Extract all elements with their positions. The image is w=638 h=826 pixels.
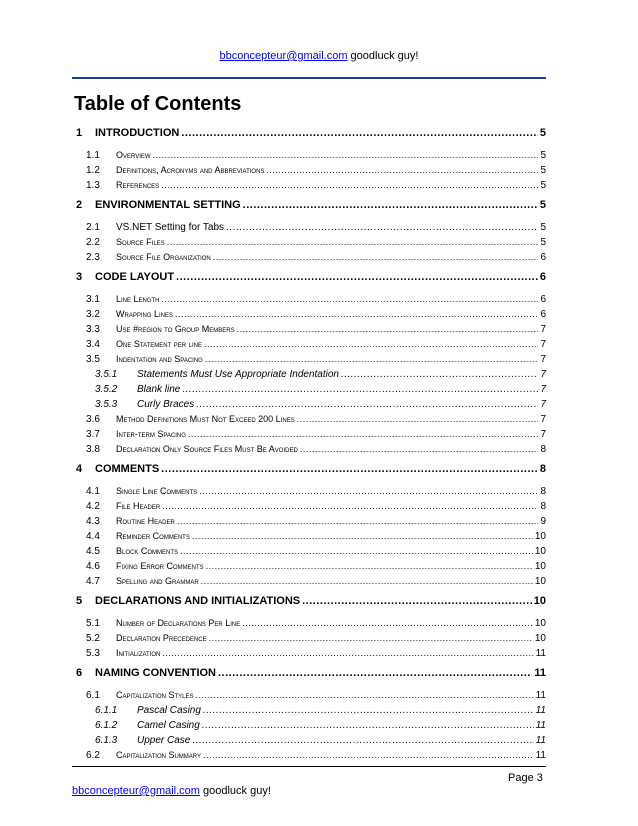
toc-entry-page: 5: [539, 199, 546, 211]
toc-leader-dots: [192, 735, 533, 746]
toc-entry-3-3[interactable]: [76, 324, 546, 339]
toc-entry-page: 5: [540, 237, 546, 248]
header-email-link[interactable]: bbconcepteur@gmail.com: [219, 50, 348, 62]
toc-entry-number: 3.5.2: [95, 384, 118, 395]
toc-entry-3-6[interactable]: [76, 414, 546, 429]
page-title: Table of Contents: [74, 93, 242, 115]
toc-entry-page: 8: [540, 486, 546, 497]
toc-leader-dots: [192, 531, 533, 541]
toc-entry-3-5[interactable]: [76, 354, 546, 369]
toc-entry-page: 10: [534, 561, 546, 572]
toc-entry-6-1[interactable]: [76, 690, 546, 705]
toc-leader-dots: [266, 165, 538, 175]
toc-entry-number: 1.1: [86, 150, 100, 161]
page-header: [0, 50, 638, 62]
toc-entry-page: 6: [540, 252, 546, 263]
toc-entry-number: 4.3: [86, 516, 100, 527]
toc-entry-2-1[interactable]: [76, 222, 546, 237]
toc-leader-dots: [242, 618, 533, 628]
toc-entry-page: 7: [540, 429, 546, 440]
toc-leader-dots: [209, 633, 533, 643]
toc-entry-3-4[interactable]: [76, 339, 546, 354]
toc-leader-dots: [188, 429, 539, 439]
toc-entry-6-1-1[interactable]: [76, 705, 546, 720]
toc-entry-label: Curly Braces: [137, 399, 195, 410]
toc-entry-page: 10: [534, 576, 546, 587]
toc-entry-3-5-3[interactable]: [76, 399, 546, 414]
toc-entry-number: 2.3: [86, 252, 100, 263]
toc-entry-label: Pascal Casing: [137, 705, 201, 716]
toc-entry-page: 10: [534, 618, 546, 629]
toc-entry-page: 11: [535, 705, 546, 716]
toc-entry-page: 11: [534, 667, 546, 679]
toc-entry-number: 2: [76, 199, 83, 211]
toc-entry-4-7[interactable]: [76, 576, 546, 591]
toc-entry-number: 3.8: [86, 444, 100, 455]
toc-entry-6-2[interactable]: [76, 750, 546, 765]
toc-entry-2[interactable]: [76, 199, 546, 218]
toc-entry-page: 6: [539, 271, 546, 283]
toc-leader-dots: [167, 237, 539, 247]
toc-entry-label: Capitalization Styles: [116, 690, 194, 700]
toc-entry-label: Source Files: [116, 237, 165, 247]
toc-entry-page: 7: [540, 369, 546, 380]
toc-entry-label: Line Length: [116, 294, 160, 304]
toc-entry-page: 5: [539, 127, 546, 139]
toc-entry-label: Blank line: [137, 384, 181, 395]
toc-entry-page: 8: [540, 444, 546, 455]
toc-entry-number: 6: [76, 667, 83, 679]
toc-entry-3-2[interactable]: [76, 309, 546, 324]
toc-leader-dots: [175, 309, 538, 319]
toc-entry-label: Camel Casing: [137, 720, 200, 731]
toc-entry-label: Number of Declarations Per Line: [116, 618, 241, 628]
toc-leader-dots: [162, 648, 533, 658]
toc-entry-3-7[interactable]: [76, 429, 546, 444]
footer-text: goodluck guy!: [199, 785, 271, 797]
toc-entry-label: ENVIRONMENTAL SETTING: [95, 199, 241, 211]
toc-leader-dots: [213, 252, 539, 262]
toc-entry-label: Initialization: [116, 648, 161, 658]
toc-entry-page: 7: [540, 339, 546, 350]
toc-entry-page: 5: [540, 222, 546, 233]
toc-entry-page: 11: [535, 735, 546, 746]
toc-leader-dots: [206, 561, 533, 571]
toc-entry-label: NAMING CONVENTION: [95, 667, 216, 679]
toc-entry-3-5-2[interactable]: [76, 384, 546, 399]
toc-entry-label: References: [116, 180, 160, 190]
toc-entry-label: Declaration Precedence: [116, 633, 207, 643]
toc-entry-page: 7: [540, 384, 546, 395]
toc-entry-1-1[interactable]: [76, 150, 546, 165]
toc-entry-4-1[interactable]: [76, 486, 546, 501]
page-footer: [72, 785, 271, 797]
toc-entry-page: 10: [534, 633, 546, 644]
toc-leader-dots: [205, 354, 539, 364]
toc-leader-dots: [202, 720, 534, 731]
toc-entry-label: Spelling and Grammar: [116, 576, 199, 586]
toc-entry-number: 5.2: [86, 633, 100, 644]
toc-entry-label: Fixing Error Comments: [116, 561, 204, 571]
toc-entry-number: 5: [76, 595, 83, 607]
toc-leader-dots: [218, 667, 532, 679]
toc-entry-label: Overview: [116, 150, 151, 160]
toc-leader-dots: [180, 546, 533, 556]
toc-entry-5[interactable]: [76, 595, 546, 614]
toc-entry-number: 3.5.1: [95, 369, 118, 380]
toc-leader-dots: [161, 180, 538, 190]
toc-entry-3[interactable]: [76, 271, 546, 290]
toc-entry-number: 4.6: [86, 561, 100, 572]
toc-entry-label: Statements Must Use Appropriate Indentation: [137, 369, 339, 380]
toc-entry-3-1[interactable]: [76, 294, 546, 309]
toc-entry-4-2[interactable]: [76, 501, 546, 516]
toc-entry-label: DECLARATIONS AND INITIALIZATIONS: [95, 595, 301, 607]
toc-entry-page: 11: [535, 750, 546, 761]
toc-leader-dots: [302, 595, 532, 607]
toc-leader-dots: [162, 294, 539, 304]
toc-entry-page: 11: [535, 648, 546, 659]
toc-entry-number: 5.1: [86, 618, 100, 629]
toc-entry-1-2[interactable]: [76, 165, 546, 180]
toc-entry-label: Use #region to Group Members: [116, 324, 235, 334]
toc-leader-dots: [243, 199, 538, 211]
toc-entry-5-1[interactable]: [76, 618, 546, 633]
toc-entry-number: 3.4: [86, 339, 100, 350]
toc-entry-4-3[interactable]: [76, 516, 546, 531]
toc-entry-4-4[interactable]: [76, 531, 546, 546]
toc-entry-label: Source File Organization: [116, 252, 211, 262]
toc-entry-number: 2.2: [86, 237, 100, 248]
toc-entry-page: 5: [540, 150, 546, 161]
toc-entry-label: Upper Case: [137, 735, 191, 746]
toc-leader-dots: [162, 501, 538, 511]
toc-entry-page: 7: [540, 399, 546, 410]
toc-leader-dots: [153, 150, 539, 160]
toc-entry-page: 11: [535, 690, 546, 701]
toc-entry-number: 4.1: [86, 486, 100, 497]
toc-leader-dots: [297, 414, 539, 424]
toc-leader-dots: [341, 369, 538, 380]
toc-entry-label: Wrapping Lines: [116, 309, 174, 319]
toc-entry-number: 5.3: [86, 648, 100, 659]
toc-entry-3-5-1[interactable]: [76, 369, 546, 384]
toc-entry-number: 1.3: [86, 180, 100, 191]
toc-entry-number: 6.1.2: [95, 720, 118, 731]
toc-leader-dots: [237, 324, 539, 334]
toc-entry-page: 8: [540, 501, 546, 512]
toc-entry-number: 3.3: [86, 324, 100, 335]
toc-leader-dots: [181, 127, 538, 139]
header-text: goodluck guy!: [347, 50, 419, 62]
toc-entry-label: COMMENTS: [95, 463, 160, 475]
toc-entry-number: 6.1.3: [95, 735, 118, 746]
toc-entry-number: 3.5.3: [95, 399, 118, 410]
header-divider: [72, 77, 546, 79]
toc-entry-label: Inter-term Spacing: [116, 429, 186, 439]
toc-entry-label: Single Line Comments: [116, 486, 198, 496]
toc-entry-number: 4: [76, 463, 83, 475]
toc-leader-dots: [203, 705, 534, 716]
toc-entry-5-2[interactable]: [76, 633, 546, 648]
toc-entry-2-2[interactable]: [76, 237, 546, 252]
toc-entry-3-8[interactable]: [76, 444, 546, 459]
toc-entry-4[interactable]: [76, 463, 546, 482]
toc-entry-number: 2.1: [86, 222, 100, 233]
toc-entry-page: 10: [534, 531, 546, 542]
toc-entry-number: 3.6: [86, 414, 100, 425]
toc-entry-label: INTRODUCTION: [95, 127, 180, 139]
toc-entry-page: 5: [540, 180, 546, 191]
toc-leader-dots: [177, 516, 539, 526]
toc-entry-number: 3.7: [86, 429, 100, 440]
toc-entry-page: 6: [540, 294, 546, 305]
toc-entry-label: Definitions, Acronyms and Abbreviations: [116, 165, 265, 175]
toc-entry-label: One Statement per line: [116, 339, 202, 349]
toc-entry-label: Method Definitions Must Not Exceed 200 Lines: [116, 414, 295, 424]
toc-entry-6-1-3[interactable]: [76, 735, 546, 750]
toc-entry-page: 5: [540, 165, 546, 176]
toc-entry-number: 1: [76, 127, 83, 139]
toc-entry-label: Routine Header: [116, 516, 175, 526]
toc-entry-label: VS.NET Setting for Tabs: [116, 222, 225, 233]
toc-leader-dots: [203, 750, 534, 760]
toc-entry-6-1-2[interactable]: [76, 720, 546, 735]
toc-leader-dots: [204, 339, 538, 349]
toc-entry-page: 11: [535, 720, 546, 731]
footer-divider: [72, 766, 546, 767]
toc-entry-4-5[interactable]: [76, 546, 546, 561]
toc-entry-label: Indentation and Spacing: [116, 354, 203, 364]
toc-entry-1[interactable]: [76, 127, 546, 146]
toc-entry-1-3[interactable]: [76, 180, 546, 195]
toc-entry-2-3[interactable]: [76, 252, 546, 267]
toc-entry-page: 7: [540, 414, 546, 425]
toc-entry-number: 4.2: [86, 501, 100, 512]
toc-leader-dots: [182, 384, 538, 395]
toc-leader-dots: [201, 576, 533, 586]
toc-leader-dots: [195, 690, 533, 700]
toc-entry-number: 3.2: [86, 309, 100, 320]
toc-entry-5-3[interactable]: [76, 648, 546, 663]
toc-leader-dots: [161, 463, 538, 475]
toc-entry-number: 4.7: [86, 576, 100, 587]
toc-entry-number: 3.1: [86, 294, 100, 305]
toc-entry-page: 7: [540, 324, 546, 335]
toc-entry-page: 6: [540, 309, 546, 320]
toc-leader-dots: [196, 399, 538, 410]
toc-entry-number: 6.1.1: [95, 705, 118, 716]
toc-entry-page: 10: [534, 546, 546, 557]
toc-entry-label: Reminder Comments: [116, 531, 190, 541]
toc-entry-number: 1.2: [86, 165, 100, 176]
toc-leader-dots: [176, 271, 538, 283]
toc-entry-page: 8: [539, 463, 546, 475]
toc-entry-number: 6.2: [86, 750, 100, 761]
toc-entry-label: File Header: [116, 501, 161, 511]
toc-leader-dots: [199, 486, 538, 496]
toc-entry-number: 3: [76, 271, 83, 283]
toc-entry-page: 7: [540, 354, 546, 365]
toc-entry-label: Capitalization Summary: [116, 750, 202, 760]
toc-entry-label: CODE LAYOUT: [95, 271, 175, 283]
toc-entry-number: 3.5: [86, 354, 100, 365]
toc-entry-number: 6.1: [86, 690, 100, 701]
toc-entry-label: Block Comments: [116, 546, 179, 556]
toc-entry-number: 4.5: [86, 546, 100, 557]
toc-entry-6[interactable]: [76, 667, 546, 686]
toc-leader-dots: [300, 444, 539, 454]
toc-entry-page: 9: [540, 516, 546, 527]
toc-entry-4-6[interactable]: [76, 561, 546, 576]
toc-entry-label: Declaration Only Source Files Must Be Avoided: [116, 444, 298, 454]
table-of-contents: [76, 123, 546, 765]
toc-entry-page: 10: [533, 595, 546, 607]
footer-email-link[interactable]: bbconcepteur@gmail.com: [72, 785, 200, 797]
toc-leader-dots: [226, 222, 538, 233]
page-number: Page 3: [508, 772, 543, 784]
toc-entry-number: 4.4: [86, 531, 100, 542]
